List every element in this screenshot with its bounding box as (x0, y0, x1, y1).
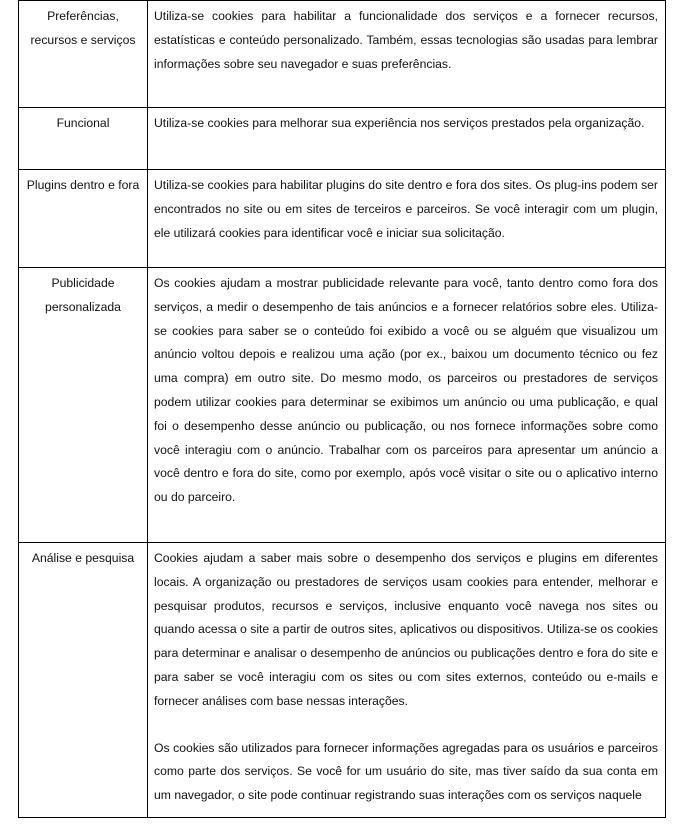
description-cell (148, 543, 666, 818)
table-row-plugins (19, 170, 666, 268)
table-row-publicidade (19, 268, 666, 543)
description-cell (148, 1, 666, 108)
category-cell (19, 108, 148, 170)
description-cell (148, 108, 666, 170)
category-cell (19, 1, 148, 108)
description-paragraph: Cookies ajudam a saber mais sobre o desempenho dos serviços e plugins em diferentes locais. A organização ou prestadores de serviços usam cookies para entender, melhorar e pesquisar produtos, recursos e serviços, inclusive enquanto você navega nos sites ou quando acessa o site a partir de outros sites, aplicativos ou dispositivos. Utiliza-se os cookies para determinar e analisar o desempenho de anúncios ou publicações dentro e fora do site e para saber se você interagiu com os sites ou com sites externos, conteúdo ou e-mails e fornecer análises com base nessas interações. (154, 551, 659, 708)
category-label: Funcional (56, 116, 110, 130)
description-paragraph: Os cookies ajudam a mostrar publicidade relevante para você, tanto dentro como fora dos serviços, a medir o desempenho de tais anúncios e a fornecer relatórios sobre eles. Utiliza-se cookies para saber se o conteúdo foi exibido a você ou se alguém que visualizou um anúncio voltou depois e realizou uma ação (por ex., baixou um documento técnico ou fez uma compra) em outro site. Do mesmo modo, os parceiros ou prestadores de serviços podem utilizar cookies para determinar se exibimos um anúncio ou uma publicação, e qual foi o desempenho desse anúncio ou publicação, ou nos fornece informações sobre como você interagiu com o anúncio. Trabalhar com os parceiros para apresentar um anúncio a você dentro e fora do site, como por exemplo, após você visitar o site ou o aplicativo interno ou do parceiro. (154, 276, 658, 505)
description-cell (148, 268, 666, 543)
category-cell (19, 170, 148, 268)
description-paragraph: Utiliza-se cookies para melhorar sua experiência nos serviços prestados pela organização. (154, 116, 645, 130)
category-label: Análise e pesquisa (31, 551, 135, 565)
cookie-categories-table (18, 0, 666, 818)
category-cell (19, 543, 148, 818)
table-row-analise (19, 543, 666, 818)
description-cell (148, 170, 666, 268)
description-paragraph: Utiliza-se cookies para habilitar a funcionalidade dos serviços e a fornecer recursos, estatísticas e conteúdo personalizado. Também, essas tecnologias são usadas para lembrar informações sobre seu navegador e suas preferências. (154, 9, 658, 71)
category-label: Preferências, recursos e serviços (30, 9, 136, 47)
category-cell (19, 268, 148, 543)
description-paragraph: Os cookies são utilizados para fornecer informações agregadas para os usuários e parceiros como parte dos serviços. Se você for um usuário do site, mas tiver saído da sua conta em um navegador, o site pode continuar registrando suas interações com os serviços naquele (154, 740, 658, 803)
description-paragraph: Utiliza-se cookies para habilitar plugins do site dentro e fora dos sites. Os plug-ins podem ser encontrados no site ou em sites de terceiros e parceiros. Se você interagir com um plugin, ele utilizará cookies para identificar você e iniciar sua solicitação. (154, 178, 658, 240)
table-row-preferencias (19, 1, 666, 108)
category-label: Publicidade personalizada (45, 276, 121, 314)
table-row-funcional (19, 108, 666, 170)
category-label: Plugins dentro e fora (26, 178, 140, 192)
